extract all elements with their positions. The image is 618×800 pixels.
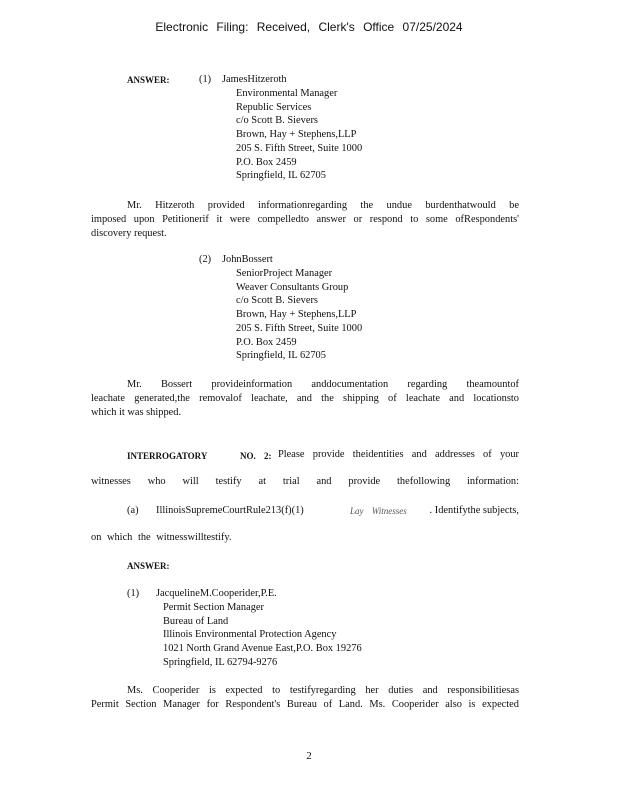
answer-number: (2) <box>199 254 212 265</box>
interrogatory-text: Please provide theidentities and addresses of your <box>278 449 519 460</box>
witness-name: JohnBossert <box>222 254 273 265</box>
rule-citation: IllinoisSupremeCourtRule213(f)(1) <box>156 505 304 516</box>
witness-name: JacquelineM.Cooperider,P.E. <box>156 588 277 599</box>
paragraph-line: Mr. Bossert provideinformation anddocumentation regarding theamountof <box>127 379 519 390</box>
interrogatory-text: witnesses who will testify at trial and provide thefollowing information: <box>91 476 519 487</box>
address-line: 205 S. Fifth Street, Suite 1000 <box>236 142 363 154</box>
witness-address-block <box>163 601 362 670</box>
answer-number: (1) <box>199 74 212 85</box>
item-text: . Identifythe subjects, <box>429 505 519 516</box>
paragraph-line: Ms. Cooperider is expected to testifyregarding her duties and responsibilitiesas <box>127 685 519 696</box>
address-line: P.O. Box 2459 <box>236 156 297 168</box>
address-line: 205 S. Fifth Street, Suite 1000 <box>236 322 363 334</box>
item-letter: (a) <box>127 505 139 516</box>
address-line: c/o Scott B. Sievers <box>236 115 318 127</box>
answer-paragraph <box>91 378 519 419</box>
address-line: Springfield, IL 62794-9276 <box>163 656 278 668</box>
answer-label: ANSWER: <box>127 561 170 571</box>
answer-label: ANSWER: <box>127 75 170 85</box>
answer-number: (1) <box>127 588 140 599</box>
paragraph-line: discovery request. <box>91 227 167 239</box>
witness-name: JamesHitzeroth <box>222 74 287 85</box>
item-text: on which the witnesswilltestify. <box>91 532 232 543</box>
paragraph-line: which it was shipped. <box>91 406 182 418</box>
address-line: Republic Services <box>236 101 312 113</box>
interrogatory-no-label: NO. <box>240 451 256 461</box>
witness-address-block <box>236 267 362 363</box>
paragraph-line: Permit Section Manager for Respondent's Bureau of Land. Ms. Cooperider also is expected <box>91 698 519 710</box>
page-number: 2 <box>306 750 312 762</box>
answer-paragraph <box>91 684 519 712</box>
address-line: Permit Section Manager <box>163 602 264 613</box>
lay-witnesses-label: Lay Witnesses <box>350 506 407 516</box>
address-line: SeniorProject Manager <box>236 268 333 279</box>
address-line: c/o Scott B. Sievers <box>236 295 318 307</box>
paragraph-line: imposed upon Petitionerif it were compelledto answer or respond to some ofRespondents' <box>91 213 519 225</box>
address-line: 1021 North Grand Avenue East,P.O. Box 19276 <box>163 643 362 655</box>
address-line: Brown, Hay + Stephens,LLP <box>236 129 357 141</box>
address-line: Illinois Environmental Protection Agency <box>163 629 337 641</box>
witness-address-block <box>236 87 362 183</box>
interrogatory-label: INTERROGATORY <box>127 451 208 461</box>
address-line: Springfield, IL 62705 <box>236 350 326 362</box>
address-line: Springfield, IL 62705 <box>236 170 326 182</box>
paragraph-line: Mr. Hitzeroth provided informationregarding the undue burdenthatwould be <box>127 200 519 211</box>
address-line: Brown, Hay + Stephens,LLP <box>236 309 357 321</box>
paragraph-line: leachate generated,the removalof leachate, and the shipping of leachate and locationsto <box>91 392 519 404</box>
answer-paragraph <box>91 199 519 240</box>
interrogatory-number: 2: <box>264 451 272 461</box>
filing-header: Electronic Filing: Received, Clerk's Office 07/25/2024 <box>155 20 463 34</box>
address-line: P.O. Box 2459 <box>236 336 297 348</box>
address-line: Weaver Consultants Group <box>236 281 349 293</box>
address-line: Bureau of Land <box>163 615 229 627</box>
address-line: Environmental Manager <box>236 88 338 99</box>
